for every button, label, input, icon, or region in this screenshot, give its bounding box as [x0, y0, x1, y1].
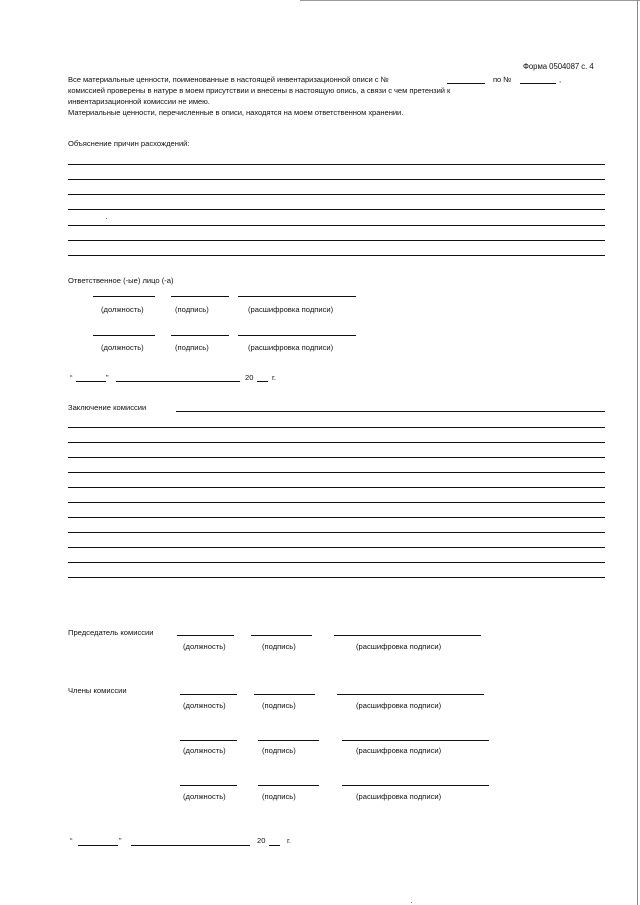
commission-date-year-suffix: г.	[287, 836, 291, 845]
responsible-decoding-field[interactable]	[238, 335, 356, 336]
responsible-decoding-caption: (расшифровка подписи)	[248, 343, 334, 352]
conclusion-line[interactable]	[176, 411, 605, 412]
responsible-date-day-field[interactable]	[76, 381, 106, 382]
responsible-position-field[interactable]	[93, 335, 155, 336]
conclusion-line[interactable]	[68, 442, 605, 443]
responsible-date-year-suffix: г.	[272, 373, 276, 382]
chairman-signature-caption: (подпись)	[262, 642, 296, 651]
inventory-from-number-field[interactable]	[447, 83, 485, 84]
commission-date-month-field[interactable]	[131, 845, 250, 846]
member-position-caption: (должность)	[183, 701, 226, 710]
page-edge-top	[300, 0, 640, 1]
member-decoding-caption: (расшифровка подписи)	[356, 746, 442, 755]
responsible-signature-caption: (подпись)	[175, 305, 209, 314]
member-position-field[interactable]	[180, 785, 237, 786]
commission-date-year-field[interactable]	[269, 845, 280, 846]
member-position-field[interactable]	[180, 740, 237, 741]
member-signature-field[interactable]	[258, 785, 319, 786]
conclusion-line[interactable]	[68, 427, 605, 428]
responsible-position-field[interactable]	[93, 296, 155, 297]
responsible-position-caption: (должность)	[101, 305, 144, 314]
member-decoding-field[interactable]	[337, 694, 484, 695]
commission-date-year-prefix: 20	[257, 836, 266, 845]
responsible-date-close-quote: ”	[106, 373, 109, 382]
discrepancy-line[interactable]	[68, 255, 605, 256]
responsible-decoding-field[interactable]	[238, 296, 356, 297]
conclusion-line[interactable]	[68, 562, 605, 563]
inventory-to-label: по №	[493, 75, 512, 84]
responsible-decoding-caption: (расшифровка подписи)	[248, 305, 334, 314]
chairman-label: Председатель комиссии	[68, 628, 154, 637]
member-position-field[interactable]	[180, 694, 237, 695]
conclusion-line[interactable]	[68, 532, 605, 533]
chairman-signature-field[interactable]	[251, 635, 312, 636]
members-label: Члены комиссии	[68, 686, 127, 695]
declaration-line-2: комиссией проверены в натуре в моем присутствии и внесены в настоящую опись, а связи с чем претензий к	[68, 86, 451, 95]
member-signature-caption: (подпись)	[262, 701, 296, 710]
form-code: Форма 0504087 с. 4	[523, 62, 594, 71]
member-position-caption: (должность)	[183, 792, 226, 801]
conclusion-title: Заключение комиссии	[68, 403, 147, 412]
discrepancy-line[interactable]	[68, 225, 605, 226]
declaration-line-4: Материальные ценности, перечисленные в описи, находятся на моем ответственном хранении.	[68, 108, 404, 117]
member-signature-field[interactable]	[258, 740, 319, 741]
commission-date-open-quote: “	[70, 836, 73, 845]
member-decoding-field[interactable]	[342, 785, 489, 786]
commission-date-day-field[interactable]	[78, 845, 118, 846]
conclusion-line[interactable]	[68, 457, 605, 458]
declaration-line-1	[68, 75, 389, 84]
chairman-position-caption: (должность)	[183, 642, 226, 651]
responsible-signature-field[interactable]	[171, 296, 229, 297]
discrepancy-line[interactable]	[68, 194, 605, 195]
conclusion-line[interactable]	[68, 487, 605, 488]
declaration-line-3: инвентаризационной комиссии не имею.	[68, 97, 210, 106]
conclusion-line[interactable]	[68, 502, 605, 503]
discrepancy-line[interactable]	[68, 240, 605, 241]
conclusion-line[interactable]	[68, 472, 605, 473]
chairman-decoding-field[interactable]	[334, 635, 481, 636]
responsible-position-caption: (должность)	[101, 343, 144, 352]
member-decoding-caption: (расшифровка подписи)	[356, 701, 442, 710]
member-decoding-field[interactable]	[342, 740, 489, 741]
declaration-line-1-text: Все материальные ценности, поименованные в настоящей инвентаризационной описи с №	[68, 75, 389, 84]
page-edge-right	[637, 0, 638, 905]
chairman-position-field[interactable]	[177, 635, 234, 636]
responsible-date-year-field[interactable]	[257, 381, 268, 382]
commission-date-close-quote: ”	[119, 836, 122, 845]
responsible-date-open-quote: “	[70, 373, 73, 382]
responsible-date-month-field[interactable]	[116, 381, 240, 382]
member-decoding-caption: (расшифровка подписи)	[356, 792, 442, 801]
conclusion-line[interactable]	[68, 517, 605, 518]
member-signature-field[interactable]	[254, 694, 315, 695]
discrepancy-title: Объяснение причин расхождений:	[68, 139, 190, 148]
responsible-signature-caption: (подпись)	[175, 343, 209, 352]
responsible-title: Ответственное (-ые) лицо (-а)	[68, 276, 174, 285]
scan-speck	[106, 218, 107, 219]
member-position-caption: (должность)	[183, 746, 226, 755]
inventory-comma: ,	[559, 75, 562, 84]
member-signature-caption: (подпись)	[262, 792, 296, 801]
conclusion-line[interactable]	[68, 577, 605, 578]
responsible-date-year-prefix: 20	[245, 373, 254, 382]
conclusion-line[interactable]	[68, 547, 605, 548]
discrepancy-line[interactable]	[68, 164, 605, 165]
scan-speck	[411, 902, 412, 903]
discrepancy-line[interactable]	[68, 209, 605, 210]
inventory-to-number-field[interactable]	[520, 83, 556, 84]
responsible-signature-field[interactable]	[171, 335, 229, 336]
discrepancy-line[interactable]	[68, 179, 605, 180]
member-signature-caption: (подпись)	[262, 746, 296, 755]
chairman-decoding-caption: (расшифровка подписи)	[356, 642, 442, 651]
